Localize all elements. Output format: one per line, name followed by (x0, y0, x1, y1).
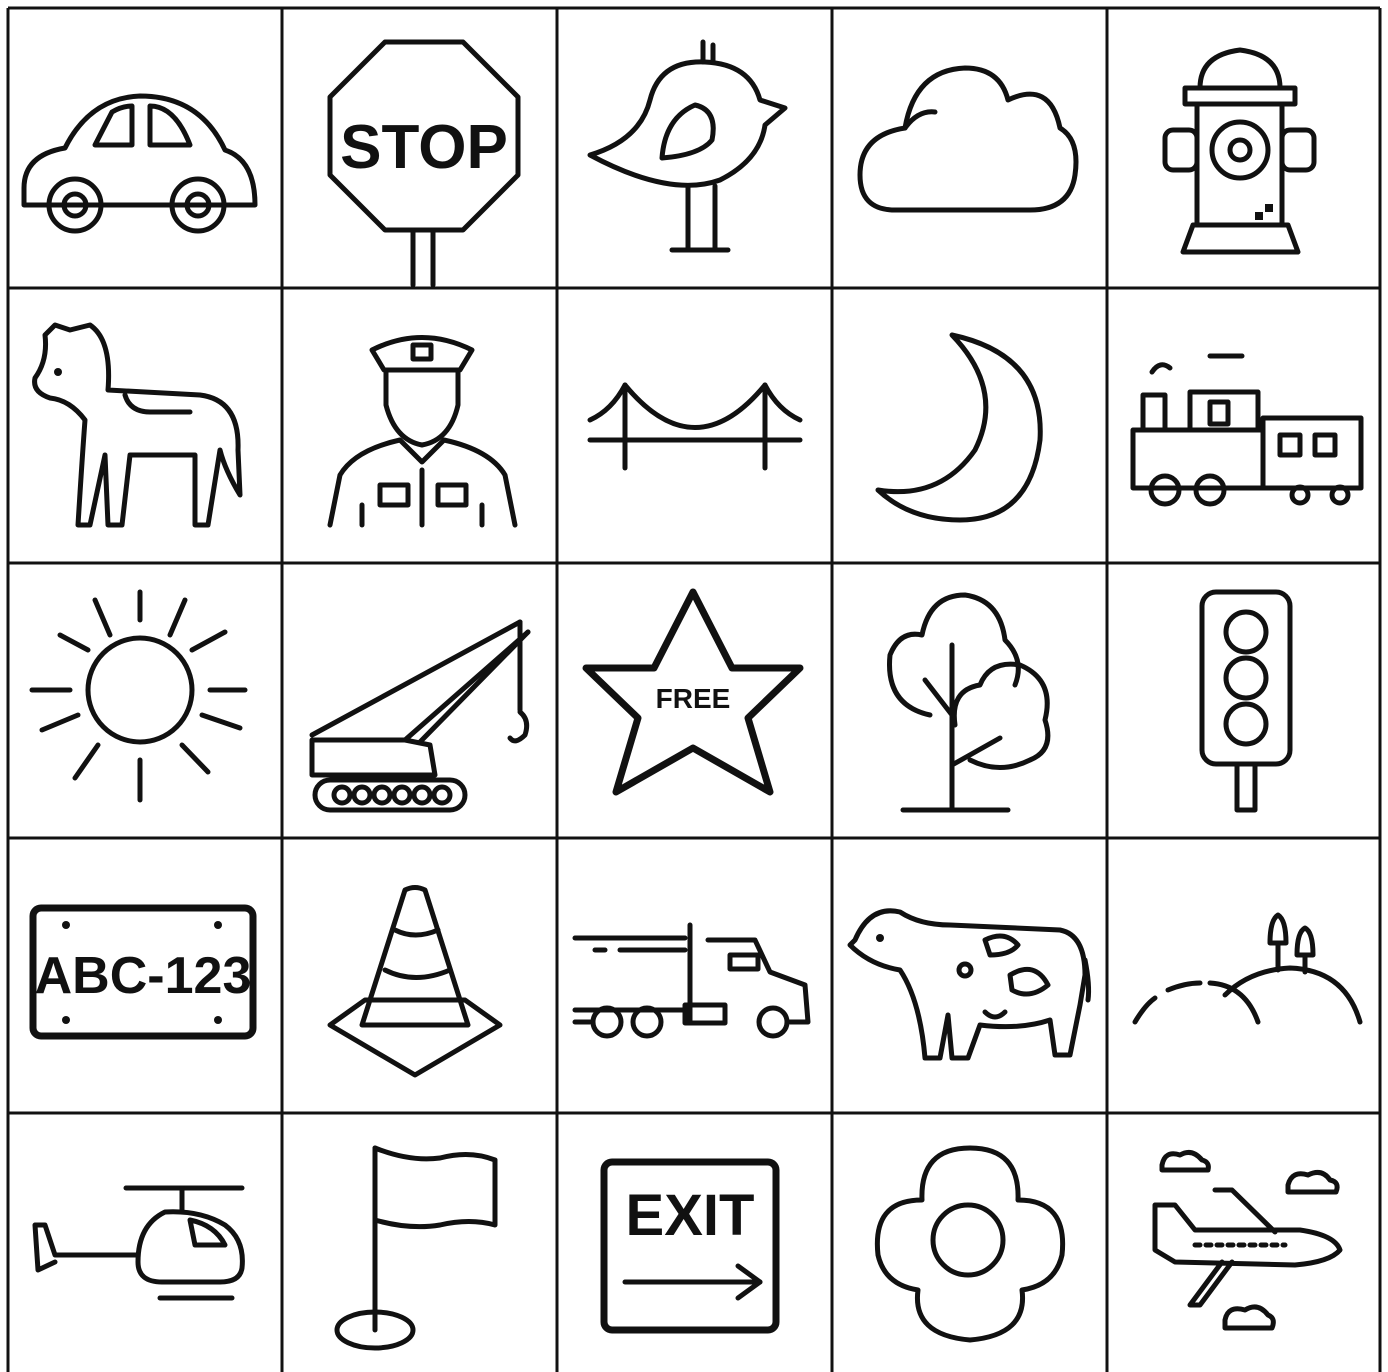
bridge-icon (590, 385, 800, 468)
license-plate-icon (33, 908, 253, 1036)
flag-icon (337, 1148, 495, 1348)
tree-icon (890, 595, 1048, 810)
bird-icon (590, 42, 785, 250)
hills-icon (1135, 915, 1360, 1022)
police-officer-icon (330, 338, 515, 526)
free-star-icon (586, 592, 800, 792)
fire-hydrant-icon (1165, 50, 1314, 252)
horse-icon (35, 325, 240, 525)
sun-icon (32, 592, 245, 800)
license-plate-text: ABC-123 (34, 947, 252, 1005)
cow-icon (850, 911, 1089, 1058)
cloud-icon (860, 68, 1076, 210)
exit-sign-icon (604, 1162, 776, 1330)
flower-icon (877, 1148, 1062, 1340)
airplane-icon (1155, 1152, 1340, 1328)
car-icon (24, 96, 255, 231)
moon-icon (878, 335, 1040, 520)
stop-sign-text: STOP (340, 113, 508, 182)
traffic-cone-icon (330, 888, 500, 1076)
helicopter-icon (35, 1188, 242, 1298)
stop-sign-icon (330, 42, 518, 285)
crane-icon (312, 622, 528, 810)
exit-sign-text: EXIT (625, 1183, 755, 1248)
free-star-text: FREE (655, 683, 731, 714)
semi-truck-icon (575, 925, 808, 1036)
train-icon (1133, 356, 1361, 504)
traffic-light-icon (1202, 592, 1290, 810)
